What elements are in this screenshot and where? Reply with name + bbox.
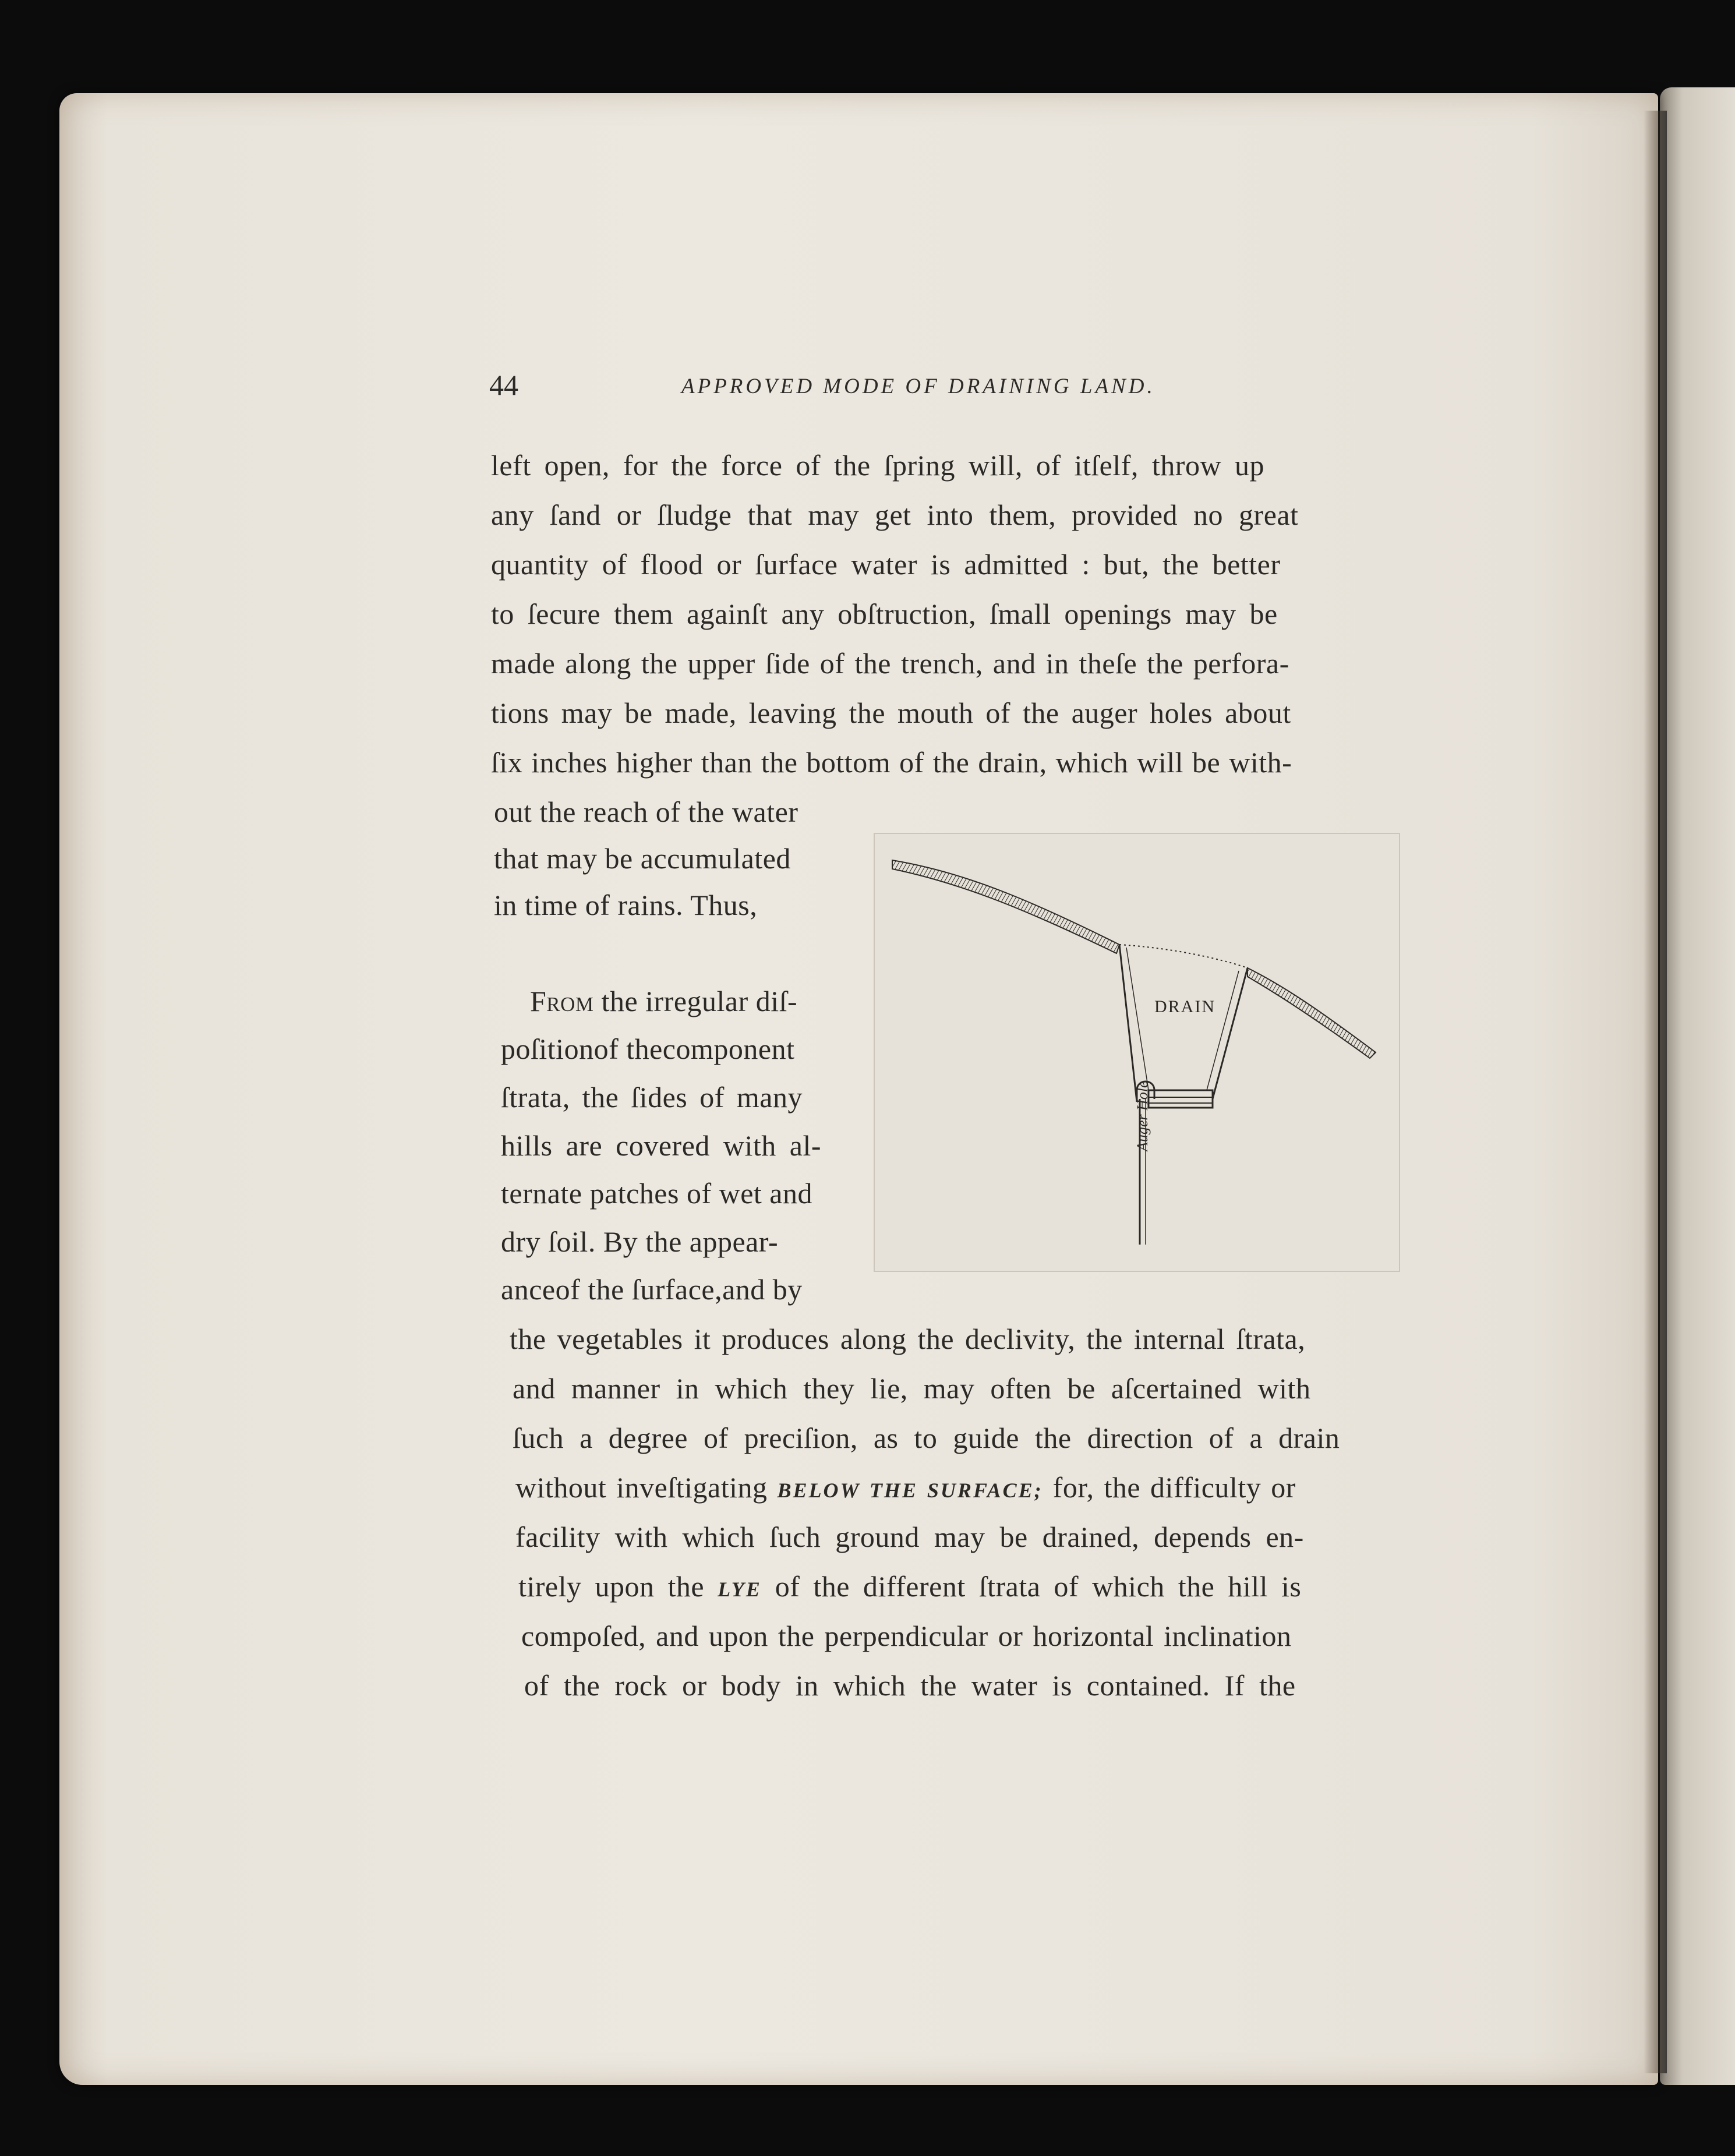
text-span: tirely upon the [518, 1570, 718, 1603]
text-line: ternate patches of wet and [501, 1177, 812, 1210]
text-line: ſtrata, the ſides of many [501, 1081, 803, 1114]
trench-right-inner [1207, 971, 1239, 1090]
emphasis-text: LYE [718, 1578, 762, 1601]
ground-slope-left [892, 860, 1119, 953]
text-line: poſitionof thecomponent [501, 1033, 795, 1065]
page-gutter-shadow [1644, 111, 1667, 2073]
text-line: tions may be made, leaving the mouth of the auger holes about [491, 697, 1291, 729]
text-line: ſuch a degree of preciſion, as to guide the direction of a drain [513, 1422, 1340, 1454]
text-line [518, 1570, 1301, 1603]
text-line: that may be accumulated [494, 842, 791, 875]
text-line: hills are covered with al- [501, 1129, 822, 1162]
text-line: of the rock or body in which the water is contained. If the [524, 1669, 1296, 1702]
text-line [530, 984, 797, 1018]
text-line: left open, for the force of the ſpring will, of itſelf, throw up [491, 449, 1265, 482]
drain-label: DRAIN [1154, 997, 1215, 1016]
text-line: dry ſoil. By the appear- [501, 1225, 779, 1258]
text-line: ſix inches higher than the bottom of the drain, which will be with- [491, 746, 1292, 779]
trench-right-side [1213, 968, 1248, 1099]
drain-bottom-stones [1149, 1090, 1213, 1108]
running-title: APPROVED MODE OF DRAINING LAND. [681, 374, 1156, 398]
text-line: the vegetables it produces along the declivity, the internal ſtrata, [510, 1323, 1306, 1355]
text-line: in time of rains. Thus, [494, 889, 758, 921]
text-span: without inveſtigating [515, 1471, 778, 1504]
text-line: made along the upper ſide of the trench, and in theſe the perfora- [491, 647, 1289, 680]
trench-left-inner [1126, 948, 1149, 1090]
text-line: to ſecure them againſt any obſtruction, ſmall openings may be [491, 598, 1278, 630]
text-line: anceof the ſurface,and by [501, 1273, 803, 1306]
text-line: any ſand or ſludge that may get into them, provided no great [491, 499, 1299, 531]
text-span: of the different ſtrata of which the hill is [761, 1570, 1302, 1603]
text-line: and manner in which they lie, may often be aſcertained with [513, 1372, 1311, 1405]
drain-engraving [875, 834, 1399, 1271]
text-line: compoſed, and upon the perpendicular or horizontal inclination [521, 1620, 1292, 1652]
emphasis-text: BELOW THE SURFACE; [777, 1479, 1043, 1502]
surface-line [1119, 945, 1248, 968]
text-span: for, the difficulty or [1043, 1471, 1296, 1504]
text-line [515, 1471, 1296, 1504]
auger-hole-label: Auger Hole [1134, 1081, 1151, 1151]
text-line: quantity of flood or ſurface water is admitted : but, the better [491, 548, 1281, 581]
facing-page-edge [1660, 87, 1735, 2085]
ground-slope-right [1248, 968, 1376, 1058]
text-line: facility with which ſuch ground may be drained, depends en- [515, 1521, 1304, 1553]
drain-diagram [874, 833, 1400, 1272]
page-header [489, 367, 1194, 413]
paragraph-initial-smallcaps: From [530, 985, 594, 1017]
trench-left-side [1119, 945, 1137, 1102]
text-span: the irregular diſ- [593, 985, 798, 1017]
page-number: 44 [489, 369, 518, 401]
text-line: out the reach of the water [494, 796, 798, 828]
